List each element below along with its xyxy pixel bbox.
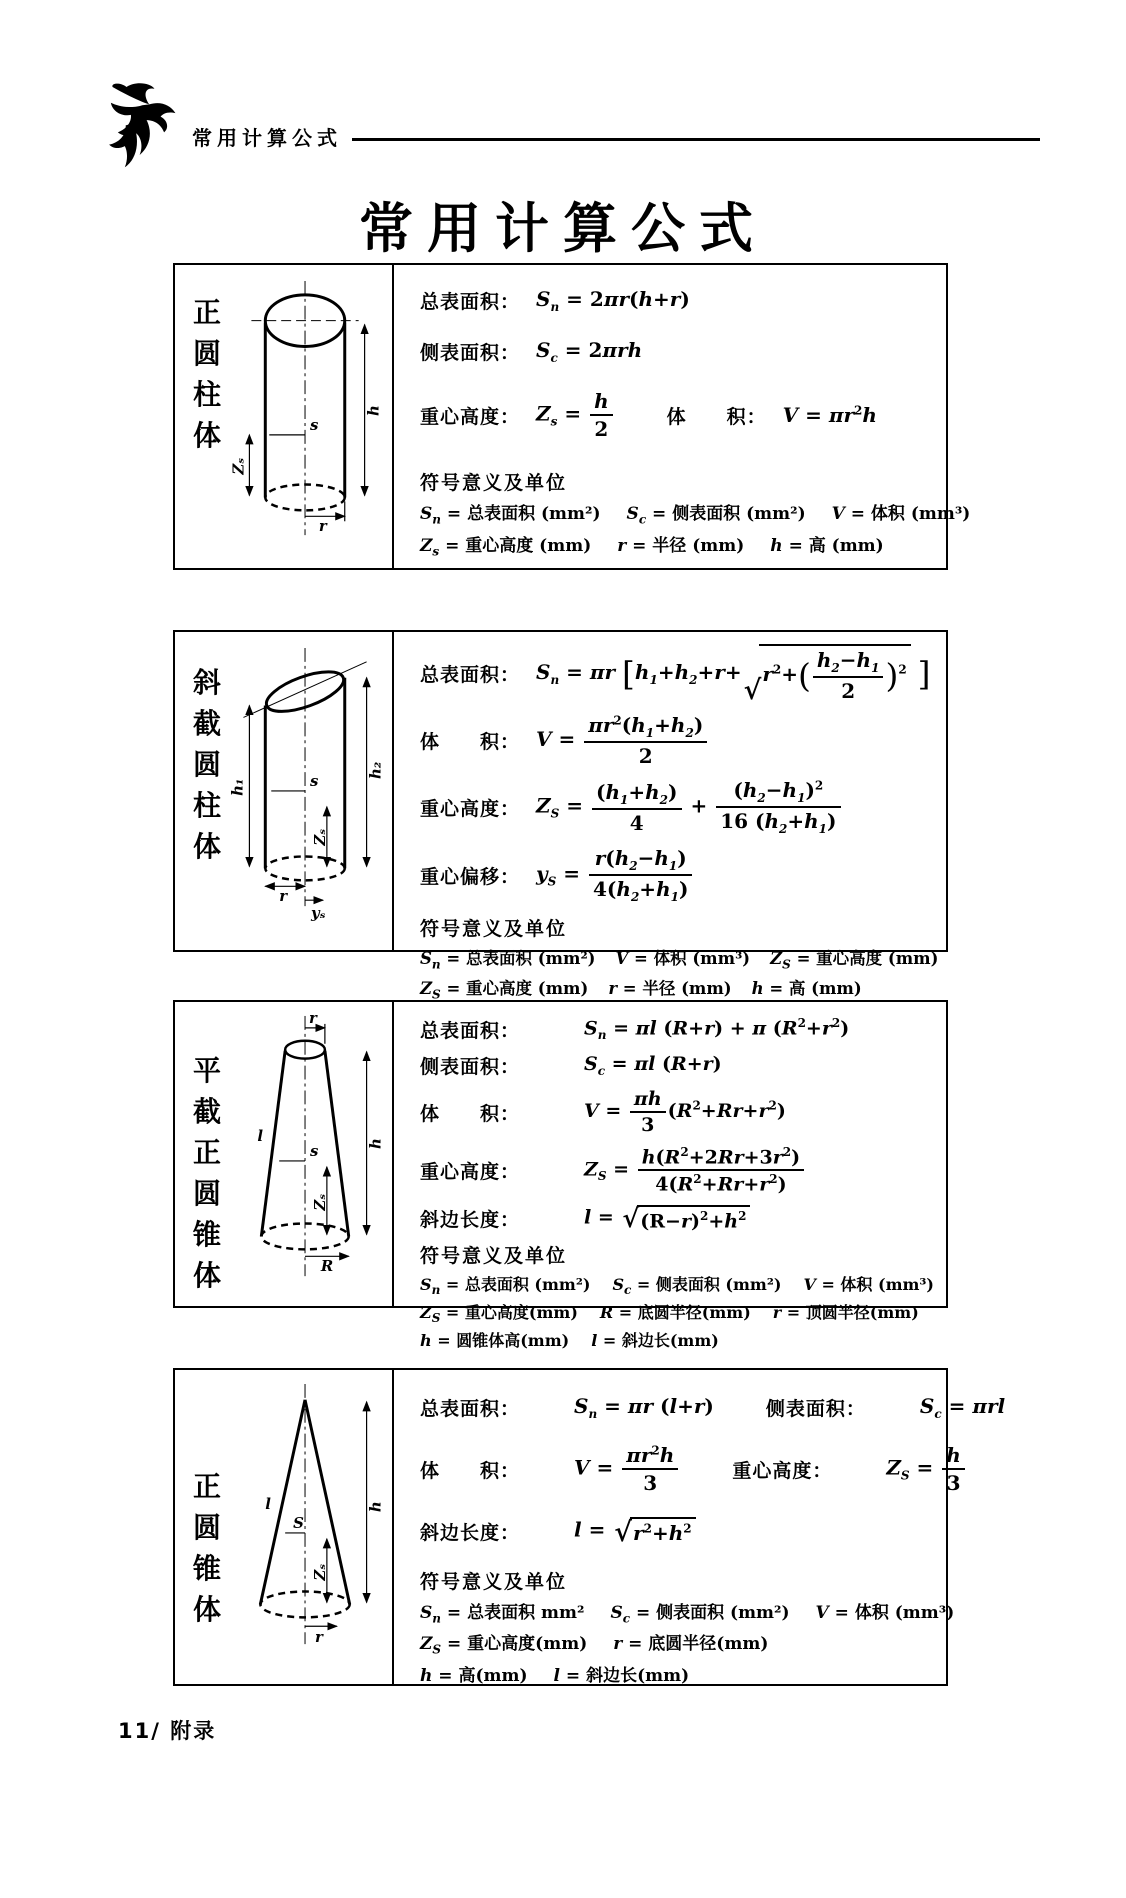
symbol-legend (420, 1241, 935, 1351)
legend-item: $Z_s$ = 重心高度 (mm) (420, 535, 592, 558)
formula-expression: $V = \pi r^2h$ (782, 403, 877, 427)
formula-row (420, 644, 932, 706)
formula-expression: $S_n = 2\pi r(h+r)$ (536, 287, 690, 314)
dim-label-h: h (366, 1501, 385, 1513)
section-label (189, 662, 225, 867)
frustum-diagram (227, 1010, 390, 1298)
formula-label: 重心高度： (420, 405, 521, 428)
formula-expression: $Z_s$ = $\frac{h}{2}$ (536, 389, 615, 441)
dim-label-l: l (257, 1127, 264, 1146)
legend-item: h = 高 (mm) (751, 979, 862, 999)
formula-expression: $S_n = \pi r$ [$h_1+h_2+r+$ √ $r^2+$( $\frac{h_2-h_1}{2}$ )$^2$ ] (536, 644, 931, 703)
section-label-char: 柱 (192, 378, 221, 411)
formula-label: 侧表面积： (420, 342, 521, 364)
legend-title: 符号意义及单位 (420, 1571, 568, 1593)
section-label-char: 圆 (192, 748, 221, 781)
section-label-char: 体 (192, 419, 221, 452)
section-label (189, 1466, 225, 1630)
formula-label: 总表面积： (420, 1020, 521, 1042)
formula-row (420, 287, 932, 314)
dim-label-zs: Zₛ (310, 1193, 329, 1211)
formula-label: 总表面积： (420, 1398, 521, 1420)
formula-row (420, 1052, 932, 1079)
legend-lines (420, 499, 971, 558)
dim-label-ys: yₛ (310, 904, 326, 923)
legend-item: h = 高(mm) (420, 1665, 528, 1686)
dim-label-h2: h₂ (366, 761, 385, 780)
legend-item: $S_n$ = 总表面积 mm² (420, 1603, 585, 1626)
legend-item: V = 体积 (mm³) (803, 1274, 935, 1294)
legend-line (420, 1629, 932, 1656)
formula-row (420, 846, 932, 904)
legend-item: $S_n$ = 总表面积 (mm²) (420, 1274, 591, 1298)
section-cone (173, 1368, 1006, 1686)
header-rule (352, 138, 1040, 141)
legend-item: $Z_S$ = 重心高度(mm) (420, 1634, 588, 1657)
legend-item: V = 体积 (mm³) (815, 1603, 955, 1623)
formula-expression: $S_c = \pi rl$ (919, 1394, 1006, 1421)
formula-rows (420, 1394, 1006, 1567)
formula-expression: $Z_S$ = $\frac{h(R^2+2Rr+3r^2)}{4(R^2+Rr+r^2)}$ (584, 1145, 806, 1196)
formula-row (420, 778, 932, 836)
formula-row (420, 1517, 932, 1548)
section-label (189, 292, 225, 456)
section-label-char: 正 (192, 1136, 221, 1169)
formula-row (420, 338, 932, 365)
dim-label-r: r (308, 1010, 317, 1027)
formula-rows (420, 287, 932, 465)
section-label-char: 柱 (192, 789, 221, 822)
formula-pane (394, 632, 946, 1002)
header-label: 常用计算公式 (192, 126, 342, 150)
section-label (189, 1050, 225, 1296)
legend-lines (420, 945, 939, 1002)
dim-label-S: S (293, 1513, 304, 1532)
formula-label: 重心高度： (420, 797, 521, 820)
formula-row (420, 1204, 932, 1235)
legend-item: r = 顶圆半径(mm) (772, 1303, 919, 1323)
formula-row (420, 389, 932, 441)
formula-row (420, 713, 932, 768)
formula-expression: $y_S$ = $\frac{r(h_2-h_1)}{4(h_2+h_1)}$ (536, 846, 694, 904)
formula-expression: l = √ $r^2+h^2$ (574, 1517, 696, 1545)
section-label-char: 截 (192, 1095, 221, 1128)
formula-expression: $S_n = \pi r$ (l+r) (574, 1394, 714, 1421)
section-cylinder (173, 263, 971, 570)
legend-line (420, 975, 932, 1001)
legend-lines (420, 1272, 935, 1351)
legend-item: l = 斜边长(mm) (553, 1665, 690, 1686)
cylinder-diagram (227, 273, 390, 561)
formula-label: 重心高度： (732, 1459, 833, 1482)
formula-row (420, 1088, 932, 1136)
formula-rows (420, 644, 932, 914)
section-label-char: 锥 (192, 1552, 221, 1585)
legend-line (420, 1661, 932, 1686)
section-frustum (173, 1000, 948, 1351)
legend-line (420, 499, 971, 527)
section-label-char: 正 (192, 1470, 221, 1503)
section-label-char: 正 (192, 296, 221, 329)
cone-diagram (227, 1378, 390, 1666)
section-oblique-cylinder (173, 630, 948, 1002)
legend-line (420, 1272, 935, 1298)
legend-item: $S_c$ = 侧表面积 (mm²) (610, 1603, 790, 1626)
dim-label-s: s (309, 771, 319, 790)
legend-line (420, 1598, 955, 1626)
legend-item: V = 体积 (mm³) (615, 949, 751, 968)
formula-label: 体 积： (420, 1102, 521, 1125)
section-label-char: 体 (192, 1593, 221, 1626)
formula-label: 重心高度： (420, 1160, 521, 1183)
formula-expression: $Z_S$ = $\frac{h}{3}$ (886, 1443, 967, 1495)
legend-item: h = 圆锥体高(mm) (420, 1331, 570, 1351)
oblique-cylinder-diagram (227, 640, 390, 928)
dim-label-R: R (320, 1257, 334, 1276)
page-number-footer: 11/ 附录 (118, 1719, 217, 1743)
legend-item: h = 高 (mm) (770, 535, 884, 556)
legend-item: r = 半径 (mm) (608, 979, 732, 999)
formula-label: 总表面积： (420, 664, 521, 686)
dim-label-l: l (265, 1495, 271, 1514)
legend-title: 符号意义及单位 (420, 918, 568, 940)
formula-expression: $S_n = \pi l$ (R+r) + π $(R^2+r^2)$ (584, 1016, 850, 1043)
dim-label-zs: Zₛ (310, 1563, 329, 1581)
formula-label: 重心偏移： (420, 865, 521, 888)
section-label-char: 圆 (192, 337, 221, 370)
formula-row (420, 1145, 932, 1196)
formula-label: 斜边长度： (420, 1521, 521, 1544)
dim-label-s: s (309, 1141, 319, 1160)
section-label-char: 圆 (192, 1511, 221, 1544)
dim-label-zs: Zₛ (310, 828, 329, 846)
legend-line (420, 531, 932, 558)
section-label-char: 圆 (192, 1177, 221, 1210)
section-label-char: 体 (192, 830, 221, 863)
formula-expression: $Z_S$ = $\frac{(h_1+h_2)}{4}$ + $\frac{(h_2-h_1)^2}{16 (h_2+h_1)}$ (536, 778, 842, 836)
formula-label: 体 积： (420, 1459, 521, 1482)
dim-label-h: h (366, 1138, 385, 1150)
formula-expression: $S_c = \pi l$ (R+r) (584, 1053, 722, 1078)
formula-label: 侧表面积： (420, 1056, 521, 1078)
dim-label-h1: h₁ (228, 778, 247, 796)
legend-item: $S_n$ = 总表面积 (mm²) (420, 949, 596, 972)
formula-row (420, 1016, 932, 1043)
formula-expression: V = $\frac{\pi r^2h}{3}$ (574, 1443, 680, 1495)
dim-label-r: r (314, 1628, 323, 1647)
formula-pane (394, 1370, 1006, 1686)
formula-label: 总表面积： (420, 291, 521, 313)
legend-item: r = 底圆半径(mm) (613, 1634, 769, 1655)
section-label-char: 锥 (192, 1218, 221, 1251)
section-label-char: 截 (192, 707, 221, 740)
section-label-char: 体 (192, 1259, 221, 1292)
formula-rows (420, 1016, 932, 1241)
legend-item: l = 斜边长(mm) (591, 1331, 719, 1351)
legend-item: R = 底圆半径(mm) (599, 1303, 751, 1323)
dim-label-zs: Zₛ (229, 457, 248, 475)
legend-item: $Z_S$ = 重心高度 (mm) (420, 979, 589, 1002)
legend-item: r = 半径 (mm) (617, 535, 745, 556)
formula-expression: $S_c = 2\pi rh$ (536, 338, 643, 365)
legend-lines (420, 1598, 955, 1686)
dim-label-s: s (309, 415, 319, 434)
legend-item: $Z_S$ = 重心高度 (mm) (770, 949, 939, 972)
formula-pane (394, 1002, 946, 1351)
legend-item: $S_c$ = 侧表面积 (mm²) (612, 1274, 782, 1298)
formula-row (420, 1443, 961, 1495)
symbol-legend (420, 468, 971, 558)
formula-label: 侧表面积： (765, 1398, 866, 1420)
legend-line (420, 1300, 932, 1325)
legend-line (420, 1328, 932, 1351)
formula-label: 体 积： (420, 731, 521, 753)
dim-label-h: h (364, 405, 383, 417)
legend-line (420, 945, 939, 972)
legend-title: 符号意义及单位 (420, 472, 568, 495)
dim-label-r: r (318, 517, 327, 536)
formula-pane (394, 265, 971, 568)
formula-row (420, 1394, 1006, 1421)
formula-expression: V = $\frac{\pi h}{3}$ $(R^2+Rr+r^2)$ (584, 1088, 786, 1136)
section-label-char: 平 (192, 1054, 221, 1087)
legend-item: $Z_S$ = 重心高度(mm) (420, 1303, 578, 1326)
publisher-bird-logo-icon (100, 80, 188, 176)
symbol-legend (420, 1567, 955, 1686)
legend-title: 符号意义及单位 (420, 1244, 568, 1267)
section-label-char: 斜 (192, 666, 221, 699)
formula-expression: V = $\frac{\pi r^2(h_1+h_2)}{2}$ (536, 713, 709, 768)
formula-label: 斜边长度： (420, 1208, 521, 1231)
symbol-legend (420, 914, 939, 1002)
legend-item: $S_n$ = 总表面积 (mm²) (420, 504, 601, 527)
dim-label-r: r (279, 887, 288, 906)
legend-item: V = 体积 (mm³) (831, 504, 971, 525)
formula-label: 体 积： (666, 405, 767, 428)
page-title: 常用计算公式 (359, 197, 767, 260)
formula-expression: l = √ $(R-r)^2+h^2$ (584, 1205, 750, 1232)
legend-item: $S_c$ = 侧表面积 (mm²) (626, 504, 806, 527)
